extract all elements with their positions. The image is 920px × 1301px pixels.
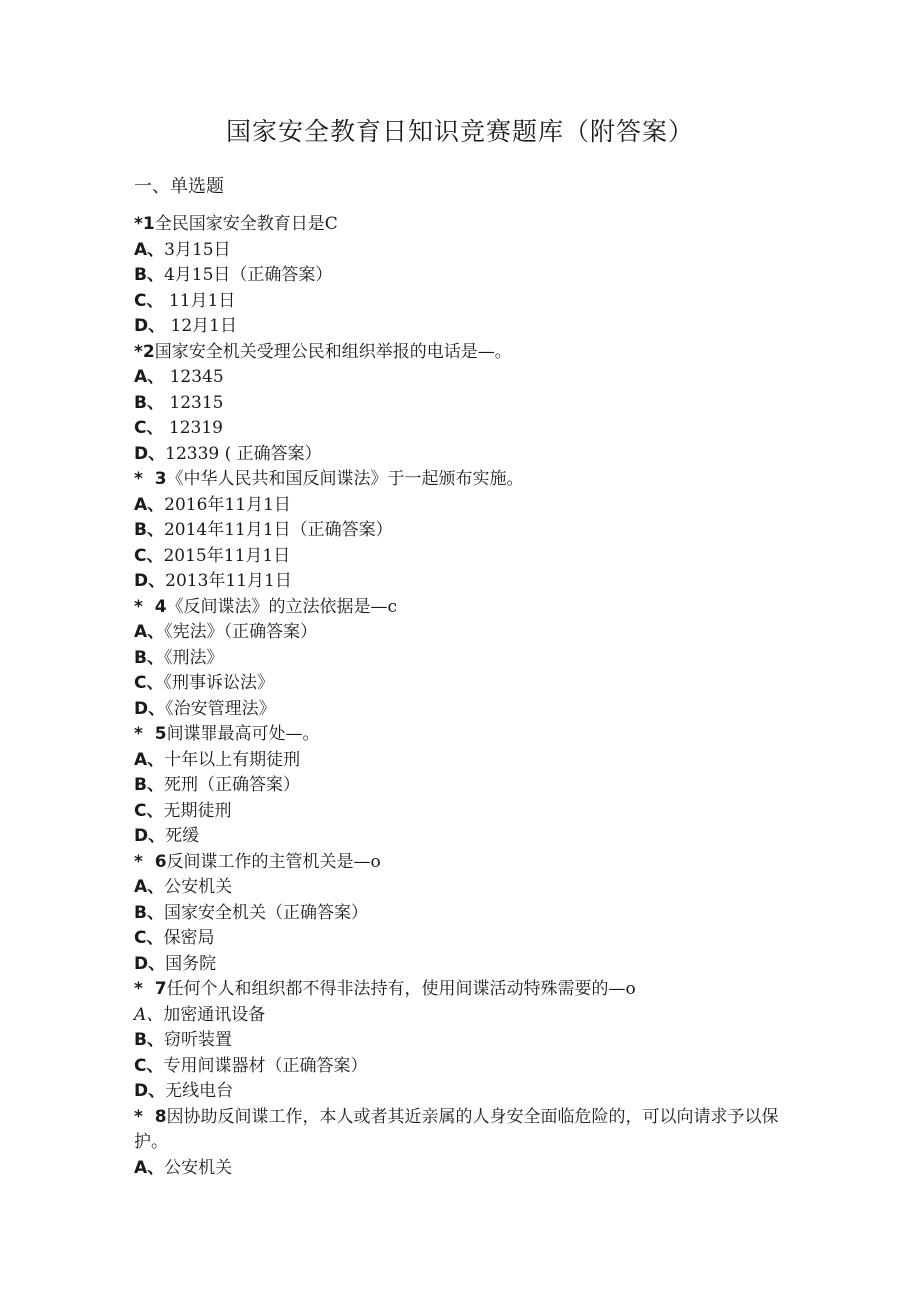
option-text: 12月1日 bbox=[165, 316, 237, 336]
option-letter: D、 bbox=[134, 571, 166, 591]
question-8 bbox=[134, 1105, 794, 1156]
option-d bbox=[134, 1079, 794, 1105]
option-letter: B、 bbox=[134, 520, 164, 540]
option-text: 死刑（正确答案） bbox=[163, 775, 300, 795]
option-d bbox=[134, 697, 794, 723]
option-c bbox=[134, 671, 794, 697]
question-1 bbox=[134, 212, 794, 238]
option-text: 无线电台 bbox=[165, 1081, 234, 1101]
option-letter: D、 bbox=[134, 953, 166, 974]
option-text: 国家安全机关（正确答案） bbox=[163, 902, 368, 923]
option-text: 《宪法》（正确答案） bbox=[164, 622, 318, 642]
option-d bbox=[134, 824, 794, 850]
option-text: 11月1日 bbox=[163, 290, 236, 311]
option-d bbox=[134, 952, 794, 978]
option-text: 2014年11月1日（正确答案） bbox=[163, 520, 393, 540]
option-text: 3月15日 bbox=[164, 239, 231, 260]
document-title: 国家安全教育日知识竞赛题库（附答案） bbox=[225, 117, 694, 146]
option-c bbox=[134, 544, 794, 570]
option-c bbox=[134, 1054, 794, 1080]
option-letter: B、 bbox=[134, 647, 164, 668]
question-number: * 6 bbox=[134, 851, 167, 872]
option-b bbox=[134, 391, 794, 417]
option-letter: A、 bbox=[134, 1004, 164, 1025]
question-number: * 4 bbox=[134, 596, 167, 617]
option-text: 加密通讯设备 bbox=[163, 1004, 266, 1025]
question-list bbox=[134, 212, 794, 1181]
option-a bbox=[134, 748, 794, 774]
option-a bbox=[134, 365, 794, 391]
option-text: 2015年11月1日 bbox=[163, 545, 291, 566]
question-number: * 3 bbox=[134, 469, 167, 489]
question-text: 全民国家安全教育日是C bbox=[154, 214, 338, 234]
question-text: 国家安全机关受理公民和组织举报的电话是—。 bbox=[154, 341, 512, 362]
question-text: 间谍罪最高可处—。 bbox=[166, 724, 320, 744]
question-text: 反间谍工作的主管机关是—o bbox=[166, 851, 381, 872]
option-c bbox=[134, 416, 794, 442]
option-text: 4月15日（正确答案） bbox=[163, 265, 333, 285]
option-a bbox=[134, 238, 794, 264]
option-b bbox=[134, 1028, 794, 1054]
option-letter: B、 bbox=[134, 265, 164, 285]
question-text: 因协助反间谍工作，本人或者其近亲属的人身安全面临危险的，可以向请求予以保护。 bbox=[134, 1106, 779, 1152]
question-3 bbox=[134, 467, 794, 493]
option-letter: C、 bbox=[134, 673, 164, 693]
option-text: 12319 bbox=[163, 418, 223, 438]
option-text: 窃听装置 bbox=[163, 1030, 232, 1050]
option-text: 十年以上有期徒刑 bbox=[164, 749, 301, 770]
option-text: 公安机关 bbox=[164, 877, 233, 897]
option-text: 《刑法》 bbox=[163, 647, 224, 668]
question-text: 《中华人民共和国反间谍法》于一起颁布实施。 bbox=[166, 469, 524, 489]
option-text: 死缓 bbox=[165, 826, 200, 846]
question-number: *2 bbox=[134, 341, 155, 362]
question-7 bbox=[134, 977, 794, 1003]
option-text: 保密局 bbox=[163, 928, 215, 948]
option-letter: A、 bbox=[134, 239, 165, 260]
option-letter: D、 bbox=[134, 826, 166, 846]
option-letter: A、 bbox=[134, 367, 165, 387]
option-letter: B、 bbox=[134, 392, 164, 413]
option-letter: A、 bbox=[134, 877, 165, 897]
option-letter: D、 bbox=[134, 1081, 166, 1101]
option-b bbox=[134, 263, 794, 289]
option-letter: C、 bbox=[134, 418, 164, 438]
question-text: 《反间谍法》的立法依据是—c bbox=[166, 596, 398, 617]
question-number: * 7 bbox=[134, 979, 167, 999]
option-letter: D、 bbox=[134, 443, 166, 464]
option-text: 2016年11月1日 bbox=[164, 494, 291, 515]
option-letter: C、 bbox=[134, 928, 164, 948]
option-b bbox=[134, 518, 794, 544]
option-a bbox=[134, 493, 794, 519]
option-text: 国务院 bbox=[165, 953, 217, 974]
question-number: *1 bbox=[134, 214, 155, 234]
option-a bbox=[134, 875, 794, 901]
option-text: 12339 ( 正确答案） bbox=[165, 443, 322, 464]
option-text: 公安机关 bbox=[164, 1157, 233, 1178]
option-letter: C、 bbox=[134, 545, 164, 566]
option-text: 专用间谍器材（正确答案） bbox=[163, 1055, 368, 1076]
option-b bbox=[134, 901, 794, 927]
option-letter: A、 bbox=[134, 1157, 165, 1178]
option-c bbox=[134, 926, 794, 952]
option-letter: A、 bbox=[134, 494, 165, 515]
option-letter: C、 bbox=[134, 800, 164, 821]
option-letter: C、 bbox=[134, 1055, 164, 1076]
question-number: * 5 bbox=[134, 724, 167, 744]
option-c bbox=[134, 799, 794, 825]
option-b bbox=[134, 646, 794, 672]
question-4 bbox=[134, 595, 794, 621]
option-letter: A、 bbox=[134, 749, 165, 770]
option-a bbox=[134, 1003, 794, 1029]
option-text: 12345 bbox=[164, 367, 224, 387]
option-letter: D、 bbox=[134, 316, 166, 336]
option-d bbox=[134, 569, 794, 595]
option-text: 无期徒刑 bbox=[163, 800, 232, 821]
section-heading: 一、单选题 bbox=[134, 176, 224, 197]
question-text: 任何个人和组织都不得非法持有，使用间谍活动特殊需要的—o bbox=[166, 979, 636, 999]
option-letter: C、 bbox=[134, 290, 164, 311]
option-text: 《刑事诉讼法》 bbox=[163, 673, 274, 693]
option-letter: D、 bbox=[134, 698, 166, 719]
option-b bbox=[134, 773, 794, 799]
option-d bbox=[134, 314, 794, 340]
question-5 bbox=[134, 722, 794, 748]
option-text: 12315 bbox=[163, 392, 224, 413]
question-2 bbox=[134, 340, 794, 366]
option-letter: A、 bbox=[134, 622, 165, 642]
option-text: 2013年11月1日 bbox=[165, 571, 292, 591]
option-d bbox=[134, 442, 794, 468]
option-letter: B、 bbox=[134, 902, 164, 923]
question-number: * 8 bbox=[134, 1106, 167, 1127]
option-a bbox=[134, 620, 794, 646]
option-text: 《治安管理法》 bbox=[165, 698, 276, 719]
option-letter: B、 bbox=[134, 775, 164, 795]
question-6 bbox=[134, 850, 794, 876]
option-c bbox=[134, 289, 794, 315]
option-letter: B、 bbox=[134, 1030, 164, 1050]
option-a bbox=[134, 1156, 794, 1182]
